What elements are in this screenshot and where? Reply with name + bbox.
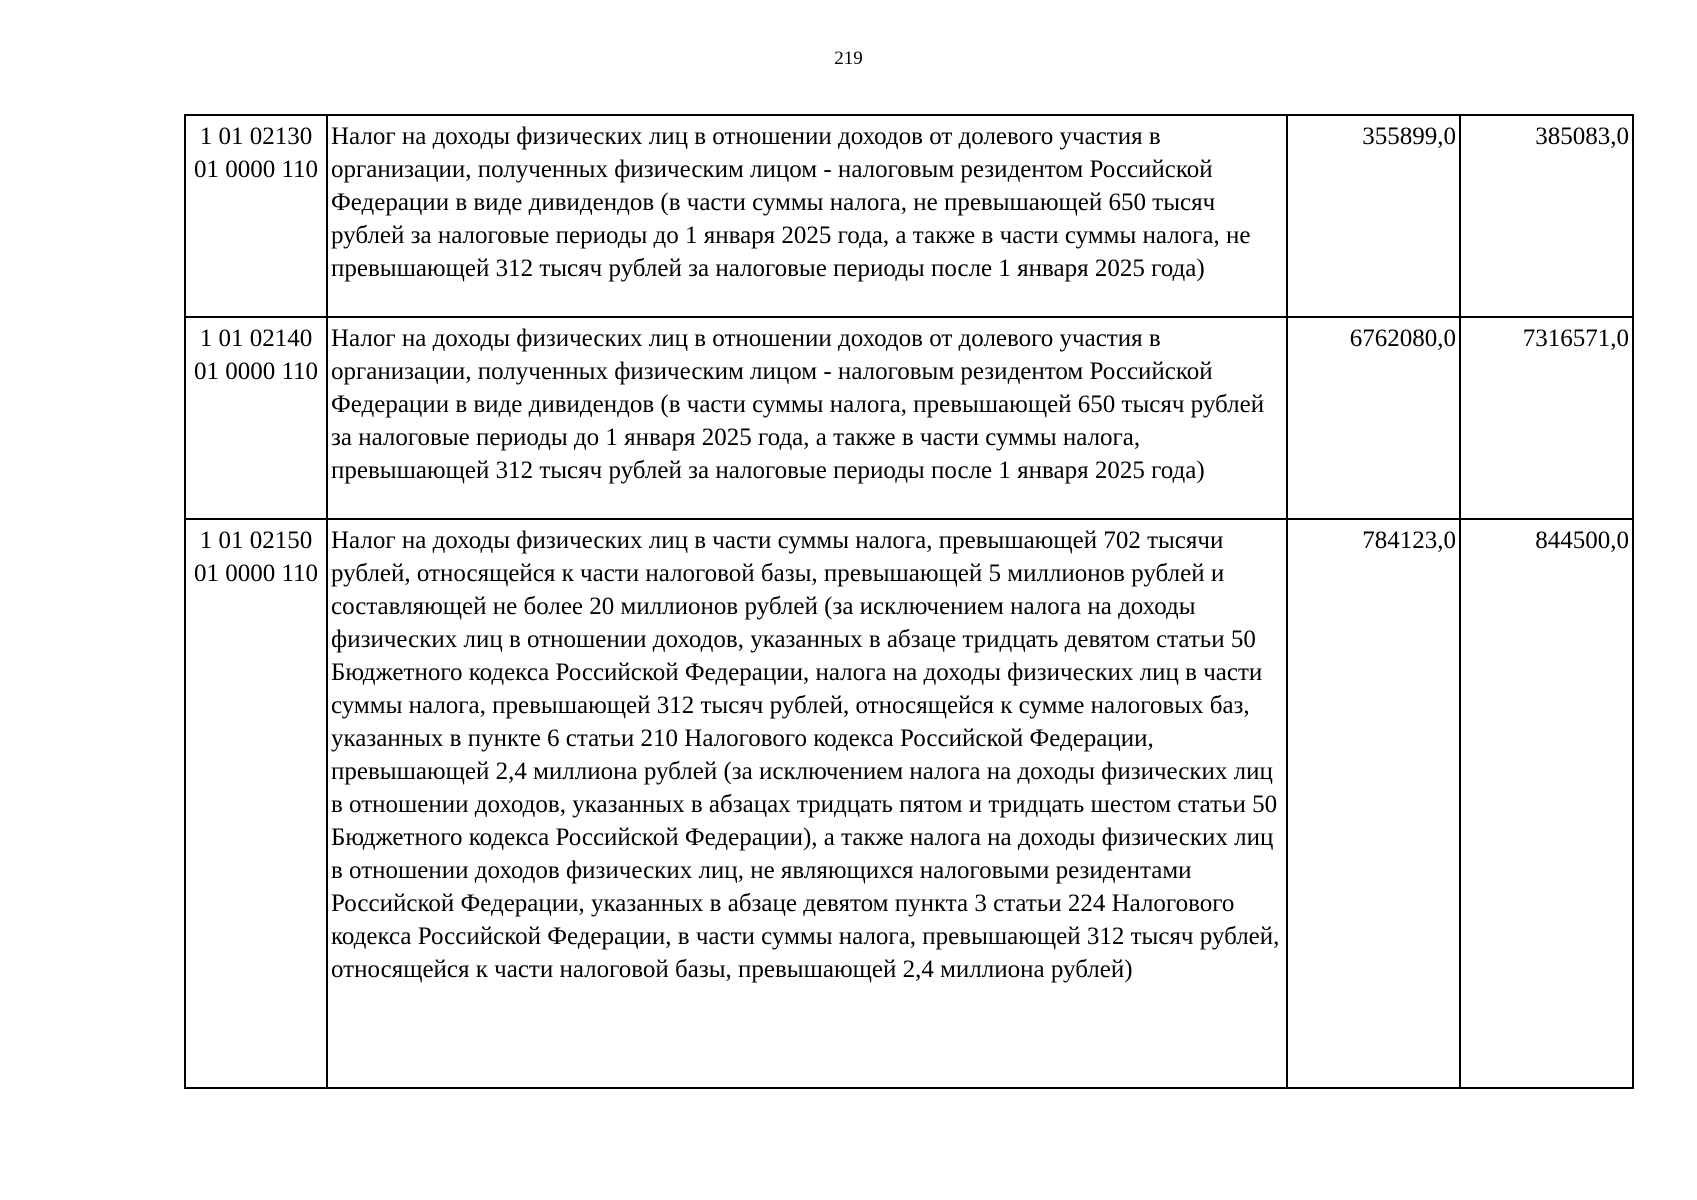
amount-year-2: 844500,0: [1460, 519, 1633, 1088]
page-number: 219: [834, 48, 863, 69]
table-row: [185, 115, 1633, 317]
amount-year-1: 784123,0: [1287, 519, 1460, 1088]
amount-year-2: 385083,0: [1460, 115, 1633, 317]
revenue-description: Налог на доходы физических лиц в отношении доходов от долевого участия в организации, полученных физическим лицом - налоговым резидентом Российской Федерации в виде дивидендов (в части суммы налога, превышающей 650 тысяч рублей за налоговые периоды до 1 января 2025 года, а также в части суммы налога, превышающей 312 тысяч рублей за налоговые периоды после 1 января 2025 года): [327, 317, 1287, 519]
table-row: [185, 317, 1633, 519]
table-row: [185, 519, 1633, 1088]
budget-classification-code: 1 01 02150 01 0000 110: [185, 519, 327, 1088]
amount-year-1: 6762080,0: [1287, 317, 1460, 519]
budget-table: [184, 114, 1634, 1089]
revenue-description: Налог на доходы физических лиц в части суммы налога, превышающей 702 тысячи рублей, относящейся к части налоговой базы, превышающей 5 миллионов рублей и составляющей не более 20 миллионов рублей (за исключением налога на доходы физических лиц в отношении доходов, указанных в абзаце тридцать девятом статьи 50 Бюджетного кодекса Российской Федерации, налога на доходы физических лиц в части суммы налога, превышающей 312 тысяч рублей, относящейся к сумме налоговых баз, указанных в пункте 6 статьи 210 Налогового кодекса Российской Федерации, превышающей 2,4 миллиона рублей (за исключением налога на доходы физических лиц в отношении доходов, указанных в абзацах тридцать пятом и тридцать шестом статьи 50 Бюджетного кодекса Российской Федерации), а также налога на доходы физических лиц в отношении доходов физических лиц, не являющихся налоговыми резидентами Российской Федерации, указанных в абзаце девятом пункта 3 статьи 224 Налогового кодекса Российской Федерации, в части суммы налога, превышающей 312 тысяч рублей, относящейся к части налоговой базы, превышающей 2,4 миллиона рублей): [327, 519, 1287, 1088]
amount-year-1: 355899,0: [1287, 115, 1460, 317]
budget-classification-code: 1 01 02130 01 0000 110: [185, 115, 327, 317]
budget-classification-code: 1 01 02140 01 0000 110: [185, 317, 327, 519]
revenue-description: Налог на доходы физических лиц в отношении доходов от долевого участия в организации, полученных физическим лицом - налоговым резидентом Российской Федерации в виде дивидендов (в части суммы налога, не превышающей 650 тысяч рублей за налоговые периоды до 1 января 2025 года, а также в части суммы налога, не превышающей 312 тысяч рублей за налоговые периоды после 1 января 2025 года): [327, 115, 1287, 317]
amount-year-2: 7316571,0: [1460, 317, 1633, 519]
